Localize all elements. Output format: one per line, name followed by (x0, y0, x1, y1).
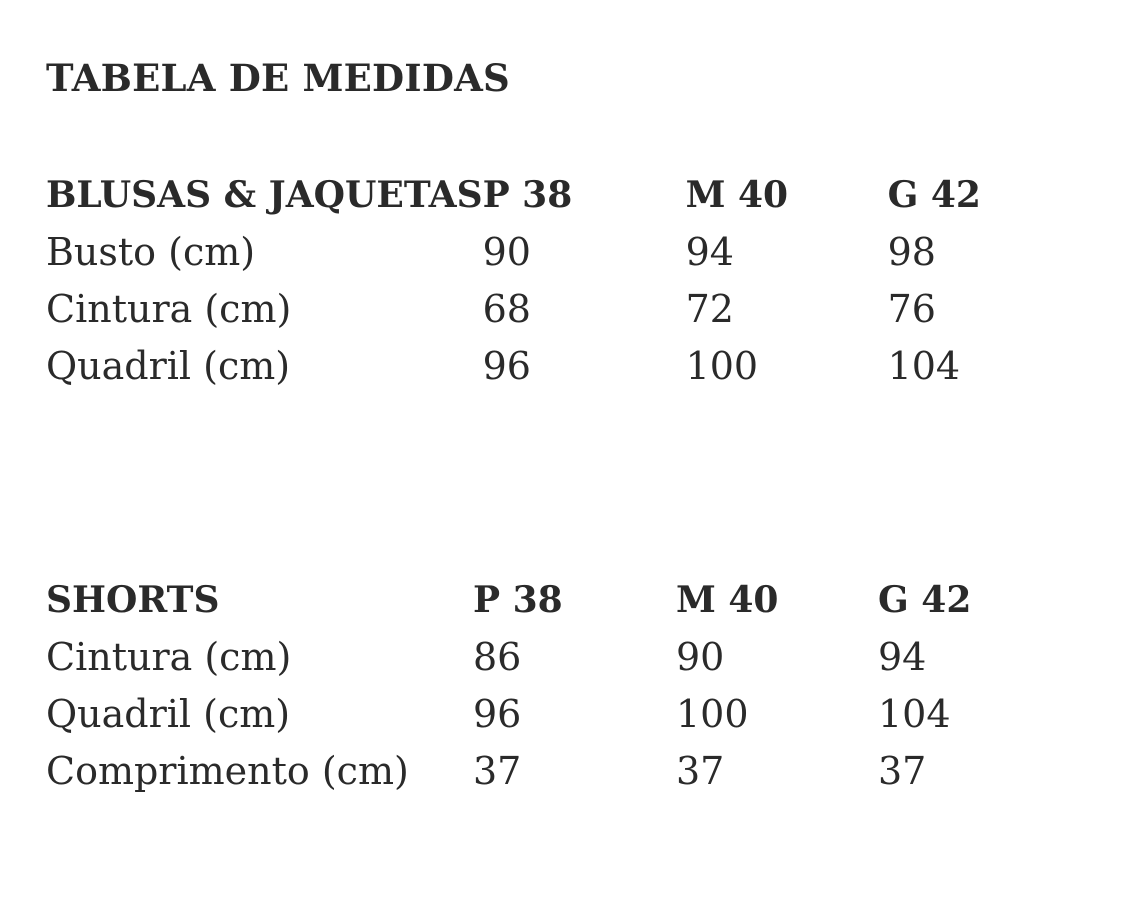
measure-value-g: 94 (878, 635, 927, 679)
measure-label: Cintura (cm) (46, 287, 292, 331)
measure-label: Quadril (cm) (46, 692, 291, 736)
size-table-blusas-jaquetas (46, 167, 1048, 395)
size-heading-m: M 40 (676, 579, 779, 621)
measure-value-g: 98 (887, 230, 936, 274)
measure-value-p: 96 (482, 344, 531, 388)
measure-value-m: 72 (685, 287, 734, 331)
page-title: TABELA DE MEDIDAS (46, 56, 510, 100)
size-table-shorts (46, 572, 1038, 800)
table-header-row (46, 572, 1038, 629)
size-heading-g: G 42 (887, 174, 981, 216)
measure-label: Quadril (cm) (46, 344, 291, 388)
measure-value-g: 104 (887, 344, 961, 388)
measure-label: Busto (cm) (46, 230, 256, 274)
table-row (46, 743, 1038, 800)
size-heading-p: P 38 (482, 174, 573, 216)
table-row (46, 338, 1048, 395)
measure-value-m: 100 (676, 692, 749, 736)
measure-value-m: 90 (676, 635, 725, 679)
size-heading-m: M 40 (685, 174, 789, 216)
measure-label: Cintura (cm) (46, 635, 292, 679)
measure-value-p: 96 (473, 692, 522, 736)
table-header-row (46, 167, 1048, 224)
measure-value-p: 37 (473, 749, 522, 793)
category-heading: SHORTS (46, 579, 220, 621)
measure-value-p: 86 (473, 635, 522, 679)
measure-value-g: 76 (887, 287, 936, 331)
measure-value-p: 90 (482, 230, 531, 274)
measure-value-g: 104 (878, 692, 951, 736)
measure-value-p: 68 (482, 287, 531, 331)
table-row (46, 224, 1048, 281)
size-heading-g: G 42 (878, 579, 972, 621)
table-row (46, 281, 1048, 338)
measure-value-m: 94 (685, 230, 734, 274)
table-row (46, 686, 1038, 743)
size-heading-p: P 38 (473, 579, 563, 621)
measure-label: Comprimento (cm) (46, 749, 409, 793)
measure-value-m: 37 (676, 749, 725, 793)
table-row (46, 629, 1038, 686)
category-heading: BLUSAS & JAQUETAS (46, 174, 483, 216)
measure-value-g: 37 (878, 749, 927, 793)
measure-value-m: 100 (685, 344, 759, 388)
